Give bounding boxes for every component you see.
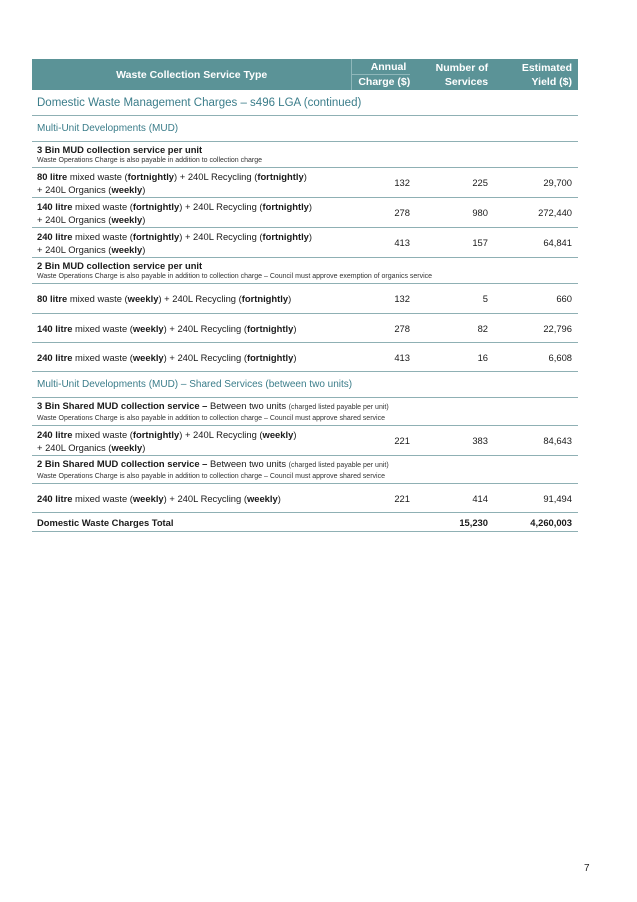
group-2bin-shared: 2 Bin Shared MUD collection service – Between two units (charged listed payable per unit) Waste Operations Charge is also payable in addition to collection charge – Council must approve shared service — [32, 456, 578, 484]
total-services: 15,230 — [459, 516, 488, 528]
total-row — [32, 513, 578, 532]
group-3bin-shared: 3 Bin Shared MUD collection service – Between two units (charged listed payable per unit) Waste Operations Charge is also payable in addition to collection charge – Council must approve shared service — [32, 398, 578, 426]
subsection-mud: Multi-Unit Developments (MUD) — [32, 116, 578, 142]
table-row: 80 litre mixed waste (fortnightly) + 240L Recycling (fortnightly) + 240L Organics (weekly) 132 225 29,700 — [32, 168, 578, 198]
table-row: 80 litre mixed waste (weekly) + 240L Recycling (fortnightly) 132 5 660 — [32, 284, 578, 314]
table-row: 240 litre mixed waste (fortnightly) + 240L Recycling (fortnightly) + 240L Organics (weekly) 413 157 64,841 — [32, 228, 578, 258]
group-3bin-mud: 3 Bin MUD collection service per unit Waste Operations Charge is also payable in addition to collection charge — [32, 142, 578, 168]
section-title: Domestic Waste Management Charges – s496 LGA (continued) — [32, 90, 578, 116]
subsection-shared: Multi-Unit Developments (MUD) – Shared Services (between two units) — [32, 372, 578, 398]
total-label: Domestic Waste Charges Total — [37, 516, 174, 528]
table-row: 240 litre mixed waste (weekly) + 240L Recycling (fortnightly) 413 16 6,608 — [32, 343, 578, 372]
table-row: 240 litre mixed waste (fortnightly) + 240L Recycling (weekly) + 240L Organics (weekly) 221 383 84,643 — [32, 426, 578, 456]
header-annual-charge: Annual Charge ($) — [352, 59, 418, 90]
table-row: 140 litre mixed waste (weekly) + 240L Recycling (fortnightly) 278 82 22,796 — [32, 314, 578, 343]
header-number-of-services: Number of Services — [435, 61, 489, 88]
total-yield: 4,260,003 — [530, 516, 572, 528]
header-estimated-yield: Estimated Yield ($) — [521, 61, 572, 88]
page-number: 7 — [584, 863, 590, 874]
charges-table — [32, 59, 578, 532]
table-row: 240 litre mixed waste (weekly) + 240L Recycling (weekly) 221 414 91,494 — [32, 484, 578, 513]
table-header — [32, 59, 578, 90]
table-row: 140 litre mixed waste (fortnightly) + 240L Recycling (fortnightly) + 240L Organics (weekly) 278 980 272,440 — [32, 198, 578, 228]
header-service-type: Waste Collection Service Type — [32, 59, 352, 90]
group-2bin-mud: 2 Bin MUD collection service per unit Waste Operations Charge is also payable in addition to collection charge – Council must approve exemption of organics service — [32, 258, 578, 284]
